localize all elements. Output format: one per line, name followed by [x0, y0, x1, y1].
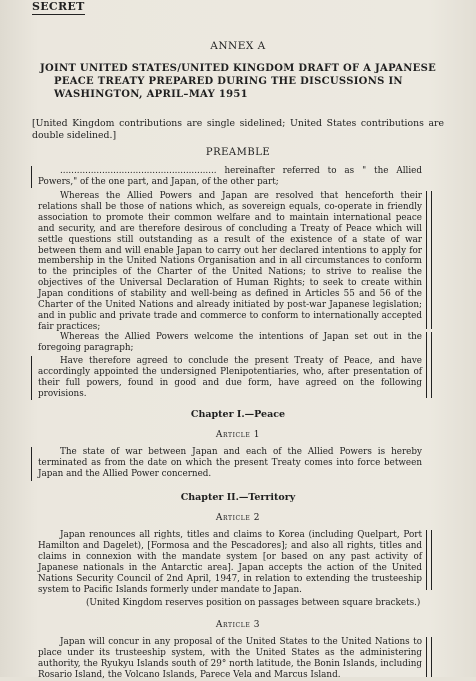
- uk-sideline: [31, 447, 32, 481]
- title-line-1: JOINT UNITED STATES/UNITED KINGDOM DRAFT OF A JAPANESE: [39, 63, 437, 74]
- preamble-paragraph-4: Have therefore agreed to conclude the present Treaty of Peace, and have accordingly appointed the undersigned Plenipotentiaries, who, after presentation of their full powers, found in good and due form, have agreed on the following provisions.: [38, 356, 422, 399]
- document-title: [32, 62, 444, 101]
- preamble-heading: PREAMBLE: [205, 147, 271, 158]
- uk-sideline: [31, 356, 32, 400]
- us-double-sideline: [426, 637, 432, 677]
- us-double-sideline: [426, 530, 432, 590]
- article-2-heading: Article 2: [215, 513, 261, 523]
- classification-marking: SECRET: [32, 0, 85, 13]
- article-1-heading: Article 1: [215, 430, 261, 440]
- uk-sideline: [31, 166, 32, 188]
- preamble-paragraph-2: Whereas the Allied Powers and Japan are resolved that henceforth their relations shall be those of nations which, as sovereign equals, co-operate in friendly association to promote their common welfare and to maintain international peace and security, and are therefore desirous of concluding a Treaty of Peace which will settle questions still outstanding as a result of the existence of a state of war between them and will enable Japan to carry out her declared intentions to apply for membership in the United Nations Organisation and in all circumstances to conform to the principles of the Charter of the United Nations; to strive to realise the objectives of the Universal Declaration of Human Rights; to seek to create within Japan conditions of stability and well-being as defined in Articles 55 and 56 of the Charter of the United Nations and already initiated by post-war Japanese legislation; and in public and private trade and commerce to conform to internationally accepted fair practices;: [38, 191, 422, 332]
- us-double-sideline: [426, 332, 432, 398]
- annex-heading: ANNEX A: [210, 40, 266, 52]
- preamble-paragraph-3: Whereas the Allied Powers welcome the intentions of Japan set out in the foregoing paragraph;: [38, 332, 422, 353]
- article-2-text: Japan renounces all rights, titles and claims to Korea (including Quelpart, Port Hamilton and Dagelet), [Formosa and the Pescadores]; and also all rights, titles and claims in connexion with the mandate system [or based on any past activity of Japanese nationals in the Antarctic area]. Japan accepts the action of the United Nations Security Council of 2nd April, 1947, in relation to extending the trusteeship system to Pacific Islands formerly under mandate to Japan.: [38, 530, 422, 595]
- article-1-text: The state of war between Japan and each of the Allied Powers is hereby terminated as from the date on which the present Treaty comes into force between Japan and the Allied Power concerned.: [38, 447, 422, 479]
- sideline-note: [United Kingdom contributions are single sidelined; United States contributions are double sidelined.]: [32, 118, 444, 141]
- article-3-text: Japan will concur in any proposal of the United States to the United Nations to place under its trusteeship system, with the United States as the administering authority, the Ryukyu Islands south of 29° north latitude, the Bonin Islands, including Rosario Island, the Volcano Islands, Parece Vela and Marcus Island.: [38, 637, 422, 680]
- preamble-paragraph-1: ........................................................ hereinafter referred to as " the Allied Powers," of the one part, and Japan, of the other part;: [38, 166, 422, 187]
- chapter-2-heading: Chapter II.—Territory: [180, 492, 296, 503]
- title-line-2: PEACE TREATY PREPARED DURING THE DISCUSSIONS IN: [54, 76, 403, 87]
- uk-reservation-note: (United Kingdom reserves position on passages between square brackets.): [86, 598, 421, 608]
- title-line-3: WASHINGTON, APRIL–MAY 1951: [54, 89, 248, 100]
- article-3-heading: Article 3: [215, 620, 261, 630]
- us-double-sideline: [426, 191, 432, 329]
- chapter-1-heading: Chapter I.—Peace: [190, 409, 286, 420]
